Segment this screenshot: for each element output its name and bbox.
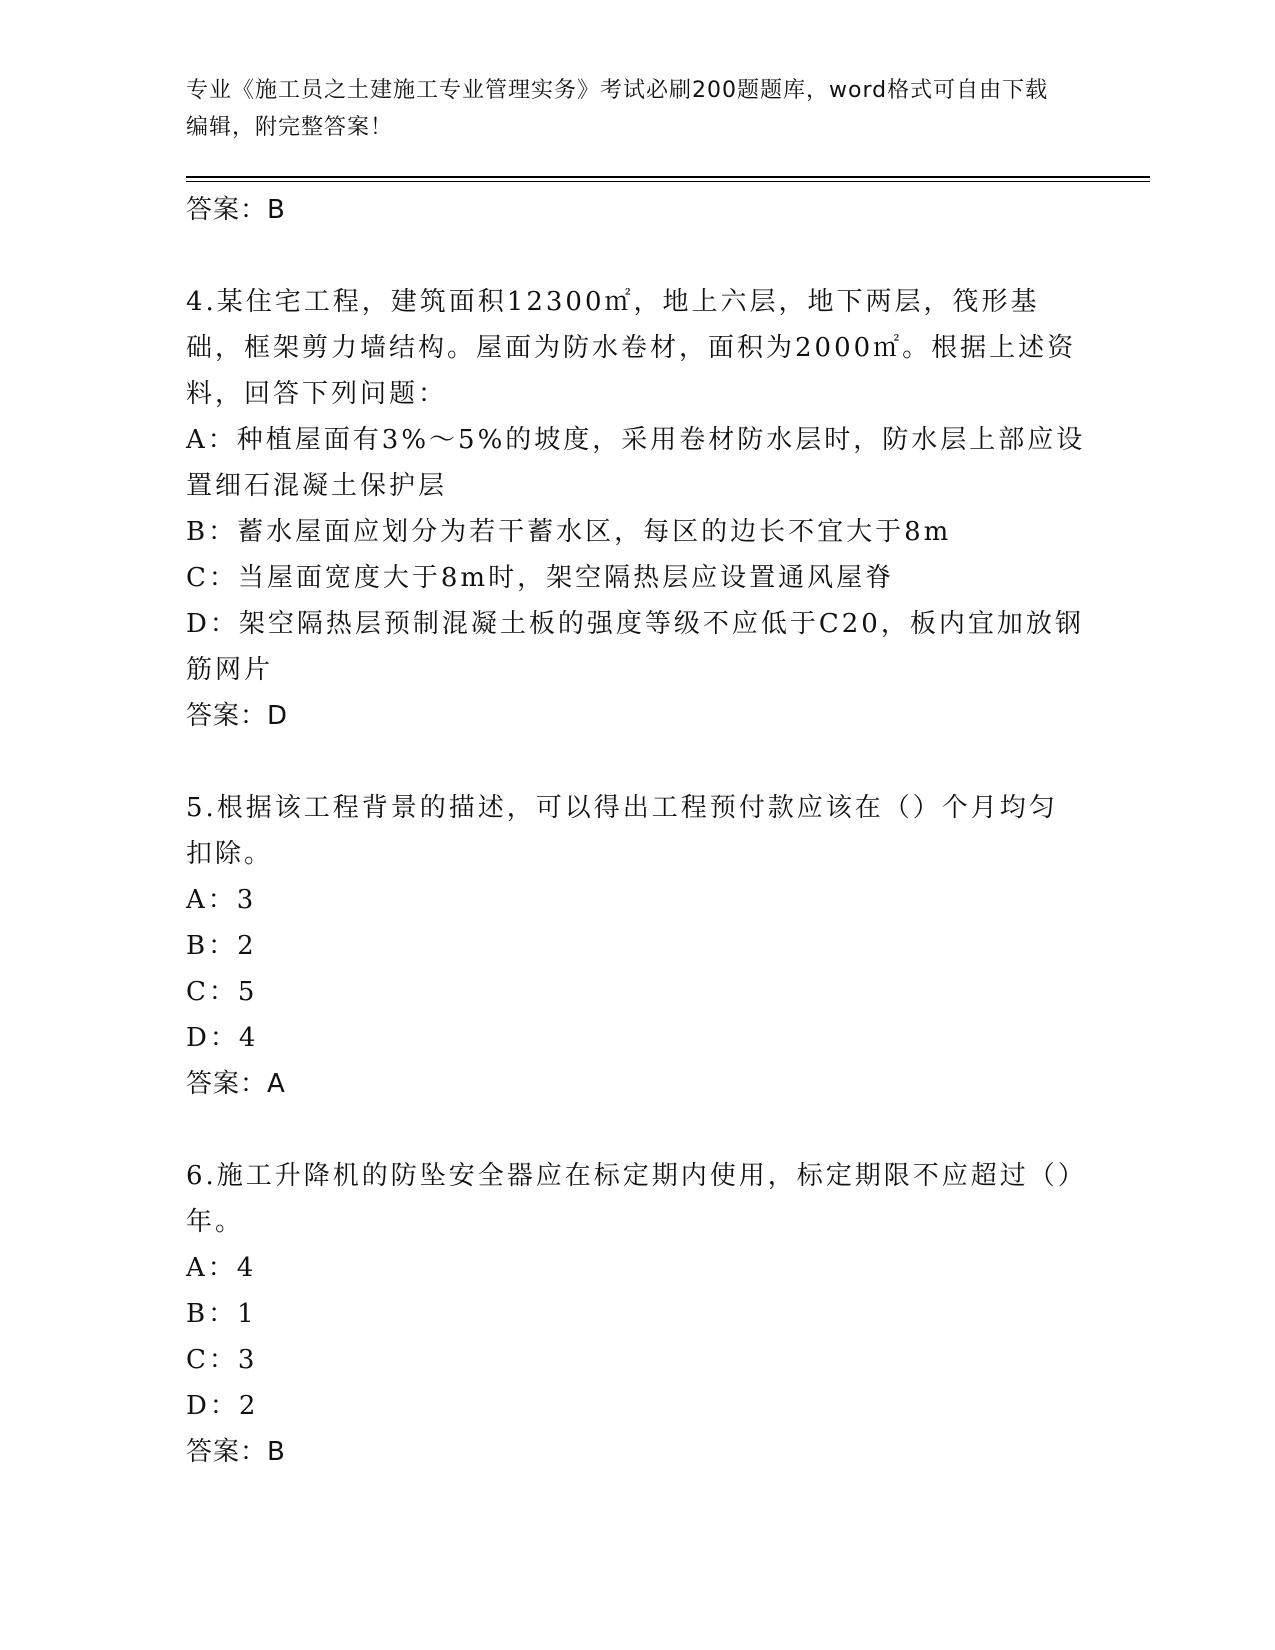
document-body bbox=[186, 187, 1086, 1475]
option-c: C：5 bbox=[186, 977, 258, 1007]
option-d: D：架空隔热层预制混凝土板的强度等级不应低于C20，板内宜加放钢筋网片 bbox=[186, 609, 1084, 685]
question-6 bbox=[186, 1153, 1086, 1475]
header-rule-thin bbox=[186, 181, 1150, 182]
document-header: 专业《施工员之土建施工专业管理实务》考试必刷200题题库，word格式可自由下载编辑，附完整答案！ bbox=[186, 78, 1049, 140]
question-5 bbox=[186, 785, 1086, 1107]
answer: 答案：D bbox=[186, 701, 289, 731]
option-a: A：3 bbox=[186, 885, 257, 915]
previous-answer: 答案：B bbox=[186, 195, 286, 225]
question-stem: 6.施工升降机的防坠安全器应在标定期内使用，标定期限不应超过（）年。 bbox=[186, 1161, 1074, 1237]
option-a: A：4 bbox=[186, 1253, 257, 1283]
option-b: B：蓄水屋面应划分为若干蓄水区，每区的边长不宜大于8m bbox=[186, 517, 952, 547]
question-stem: 5.根据该工程背景的描述，可以得出工程预付款应该在（）个月均匀扣除。 bbox=[186, 793, 1058, 869]
option-c: C：当屋面宽度大于8m时，架空隔热层应设置通风屋脊 bbox=[186, 563, 895, 593]
option-d: D：4 bbox=[186, 1023, 259, 1053]
question-stem: 4.某住宅工程，建筑面积12300㎡，地上六层，地下两层，筏形基础，框架剪力墙结构。屋面为防水卷材，面积为2000㎡。根据上述资料，回答下列问题： bbox=[186, 287, 1077, 409]
option-d: D：2 bbox=[186, 1391, 259, 1421]
answer: 答案：B bbox=[186, 1437, 286, 1467]
option-c: C：3 bbox=[186, 1345, 258, 1375]
answer: 答案：A bbox=[186, 1069, 286, 1099]
option-b: B：1 bbox=[186, 1299, 257, 1329]
question-4 bbox=[186, 279, 1086, 739]
header-rule-thick bbox=[186, 176, 1150, 178]
option-b: B：2 bbox=[186, 931, 257, 961]
option-a: A：种植屋面有3%～5%的坡度，采用卷材防水层时，防水层上部应设置细石混凝土保护层 bbox=[186, 425, 1086, 501]
